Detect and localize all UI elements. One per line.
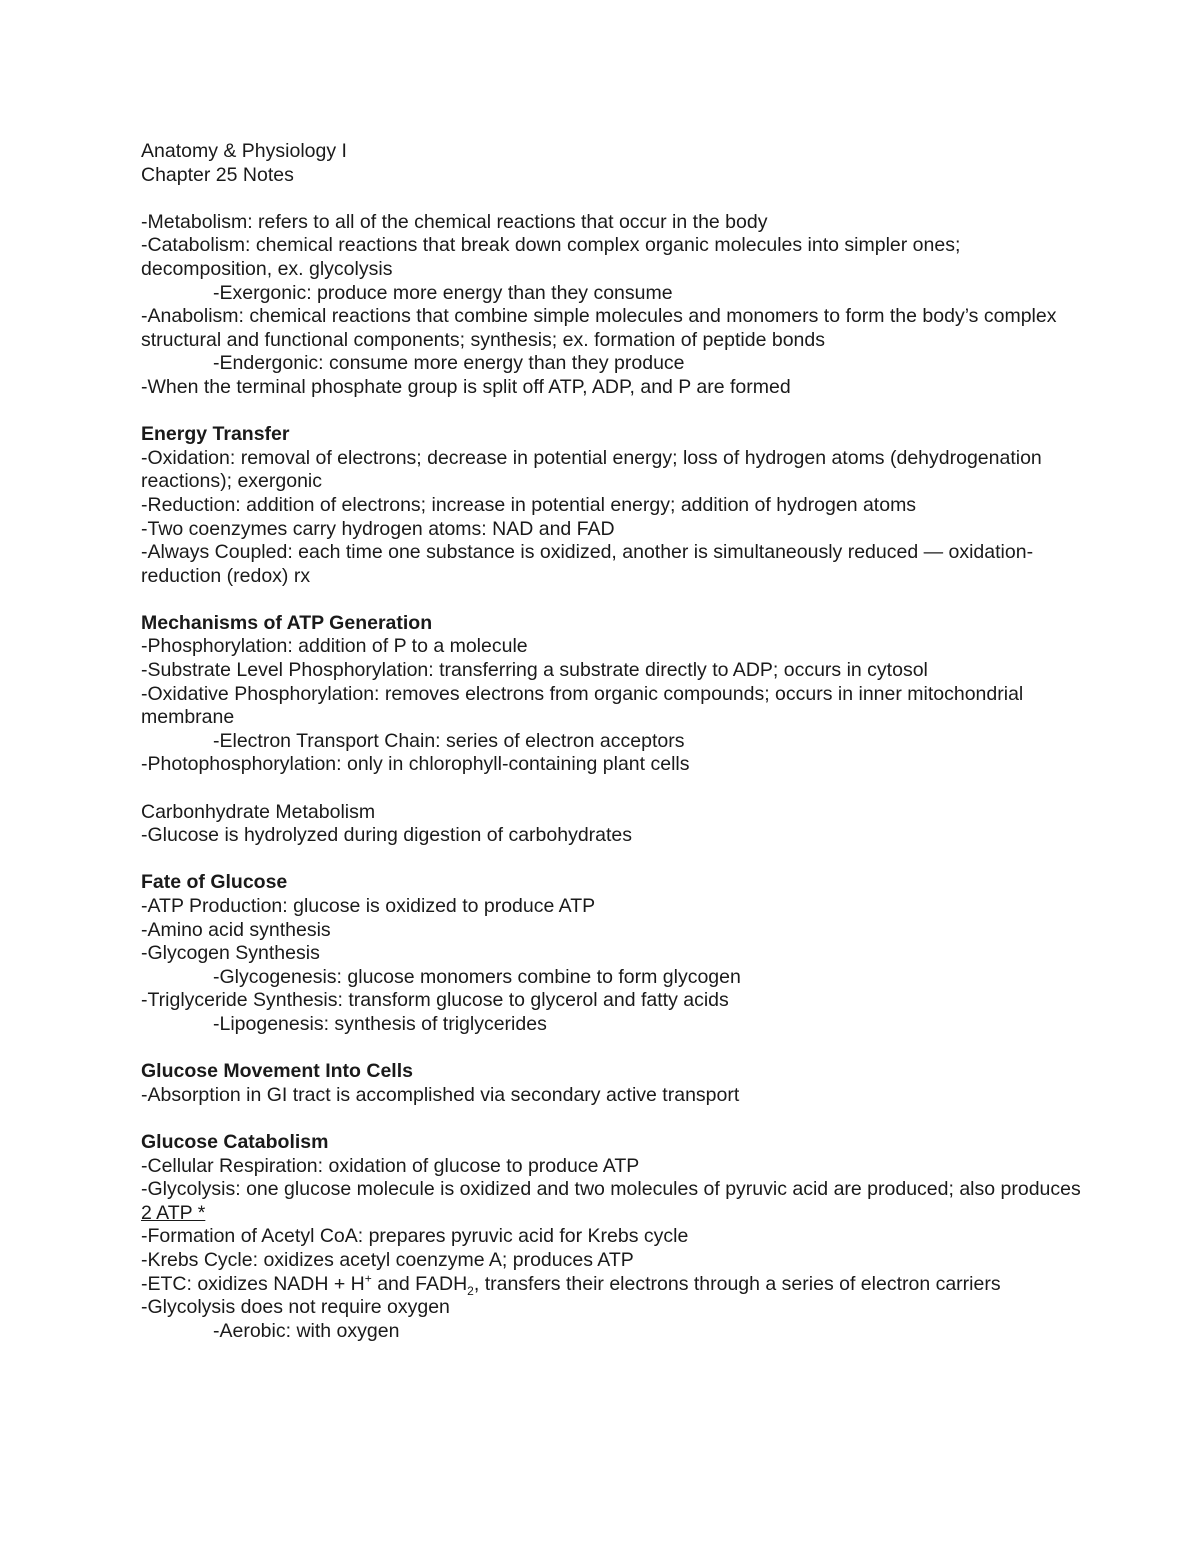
- note-glycolysis: [141, 1178, 1087, 1225]
- glycolysis-text: -Glycolysis: one glucose molecule is oxidized and two molecules of pyruvic acid are produced; also produces: [141, 1178, 1087, 1201]
- note-triglyceride: -Triglyceride Synthesis: transform glucose to glycerol and fatty acids: [141, 989, 729, 1012]
- etc-subscript: 2: [467, 1283, 474, 1298]
- heading-glucose-movement: Glucose Movement Into Cells: [141, 1060, 413, 1083]
- note-absorption: -Absorption in GI tract is accomplished via secondary active transport: [141, 1083, 740, 1106]
- note-glycogenesis: -Glycogenesis: glucose monomers combine to form glycogen: [213, 965, 741, 988]
- note-oxidation: -Oxidation: removal of electrons; decrease in potential energy; loss of hydrogen atoms (dehydrogenation reactions); exergonic: [141, 446, 1048, 493]
- spacer: [141, 588, 1081, 612]
- spacer: [141, 400, 1081, 424]
- note-endergonic: -Endergonic: consume more energy than they produce: [213, 352, 685, 375]
- note-oxidative-phosphorylation: -Oxidative Phosphorylation: removes electrons from organic compounds; occurs in inner mitochondrial membrane: [141, 682, 1029, 729]
- note-coenzymes: -Two coenzymes carry hydrogen atoms: NAD and FAD: [141, 517, 615, 540]
- note-glucose-hydrolyzed: -Glucose is hydrolyzed during digestion of carbohydrates: [141, 824, 633, 847]
- note-catabolism: -Catabolism: chemical reactions that break down complex organic molecules into simpler ones; decomposition, ex. glycolysis: [141, 234, 966, 280]
- note-anabolism: -Anabolism: chemical reactions that combine simple molecules and monomers to form the body’s complex structural and functional components; synthesis; ex. formation of peptide bonds: [141, 305, 1062, 351]
- note-atp-production: -ATP Production: glucose is oxidized to produce ATP: [141, 895, 596, 917]
- note-atp-split: -When the terminal phosphate group is split off ATP, ADP, and P are formed: [141, 375, 791, 398]
- notes-page: [141, 140, 1087, 1343]
- note-lipogenesis: -Lipogenesis: synthesis of triglycerides: [213, 1012, 547, 1035]
- note-acetyl-coa: -Formation of Acetyl CoA: prepares pyruvic acid for Krebs cycle: [141, 1225, 689, 1248]
- heading-carb-metabolism: Carbonhydrate Metabolism: [141, 800, 376, 823]
- note-reduction: -Reduction: addition of electrons; increase in potential energy; addition of hydrogen atoms: [141, 493, 917, 516]
- note-aerobic: -Aerobic: with oxygen: [213, 1319, 400, 1342]
- heading-fate-of-glucose: Fate of Glucose: [141, 871, 288, 894]
- glycolysis-atp-underlined: 2 ATP *: [141, 1201, 206, 1224]
- spacer: [141, 187, 1081, 211]
- note-krebs: -Krebs Cycle: oxidizes acetyl coenzyme A; produces ATP: [141, 1248, 634, 1271]
- note-electron-transport-chain: -Electron Transport Chain: series of electron acceptors: [213, 729, 685, 752]
- note-photophosphorylation: -Photophosphorylation: only in chlorophyll-containing plant cells: [141, 753, 690, 776]
- etc-text-1: -ETC: oxidizes NADH + H: [141, 1272, 365, 1295]
- etc-text-3: , transfers their electrons through a series of electron carriers: [473, 1272, 1001, 1295]
- note-cellular-respiration: -Cellular Respiration: oxidation of glucose to produce ATP: [141, 1154, 640, 1177]
- note-phosphorylation: -Phosphorylation: addition of P to a molecule: [141, 635, 528, 658]
- note-glycogen-synthesis: -Glycogen Synthesis: [141, 942, 320, 965]
- etc-text-2: and FADH: [371, 1272, 468, 1295]
- note-etc: [141, 1273, 1081, 1297]
- note-no-oxygen: -Glycolysis does not require oxygen: [141, 1296, 450, 1319]
- note-exergonic: -Exergonic: produce more energy than they consume: [213, 281, 673, 304]
- note-metabolism: -Metabolism: refers to all of the chemical reactions that occur in the body: [141, 210, 768, 233]
- note-amino-acid: -Amino acid synthesis: [141, 918, 331, 941]
- spacer: [141, 777, 1081, 801]
- note-substrate-level: -Substrate Level Phosphorylation: transferring a substrate directly to ADP; occurs in cytosol: [141, 659, 928, 682]
- etc-superscript: +: [364, 1271, 372, 1285]
- chapter-title: Chapter 25 Notes: [141, 163, 294, 186]
- spacer: [141, 1107, 1081, 1131]
- heading-atp-generation: Mechanisms of ATP Generation: [141, 611, 433, 634]
- course-title: Anatomy & Physiology I: [141, 140, 347, 162]
- spacer: [141, 848, 1081, 872]
- spacer: [141, 1037, 1081, 1061]
- heading-energy-transfer: Energy Transfer: [141, 423, 290, 446]
- note-coupled: -Always Coupled: each time one substance is oxidized, another is simultaneously reduced — oxidation-reduction (redox) rx: [141, 541, 1034, 587]
- heading-glucose-catabolism: Glucose Catabolism: [141, 1130, 329, 1153]
